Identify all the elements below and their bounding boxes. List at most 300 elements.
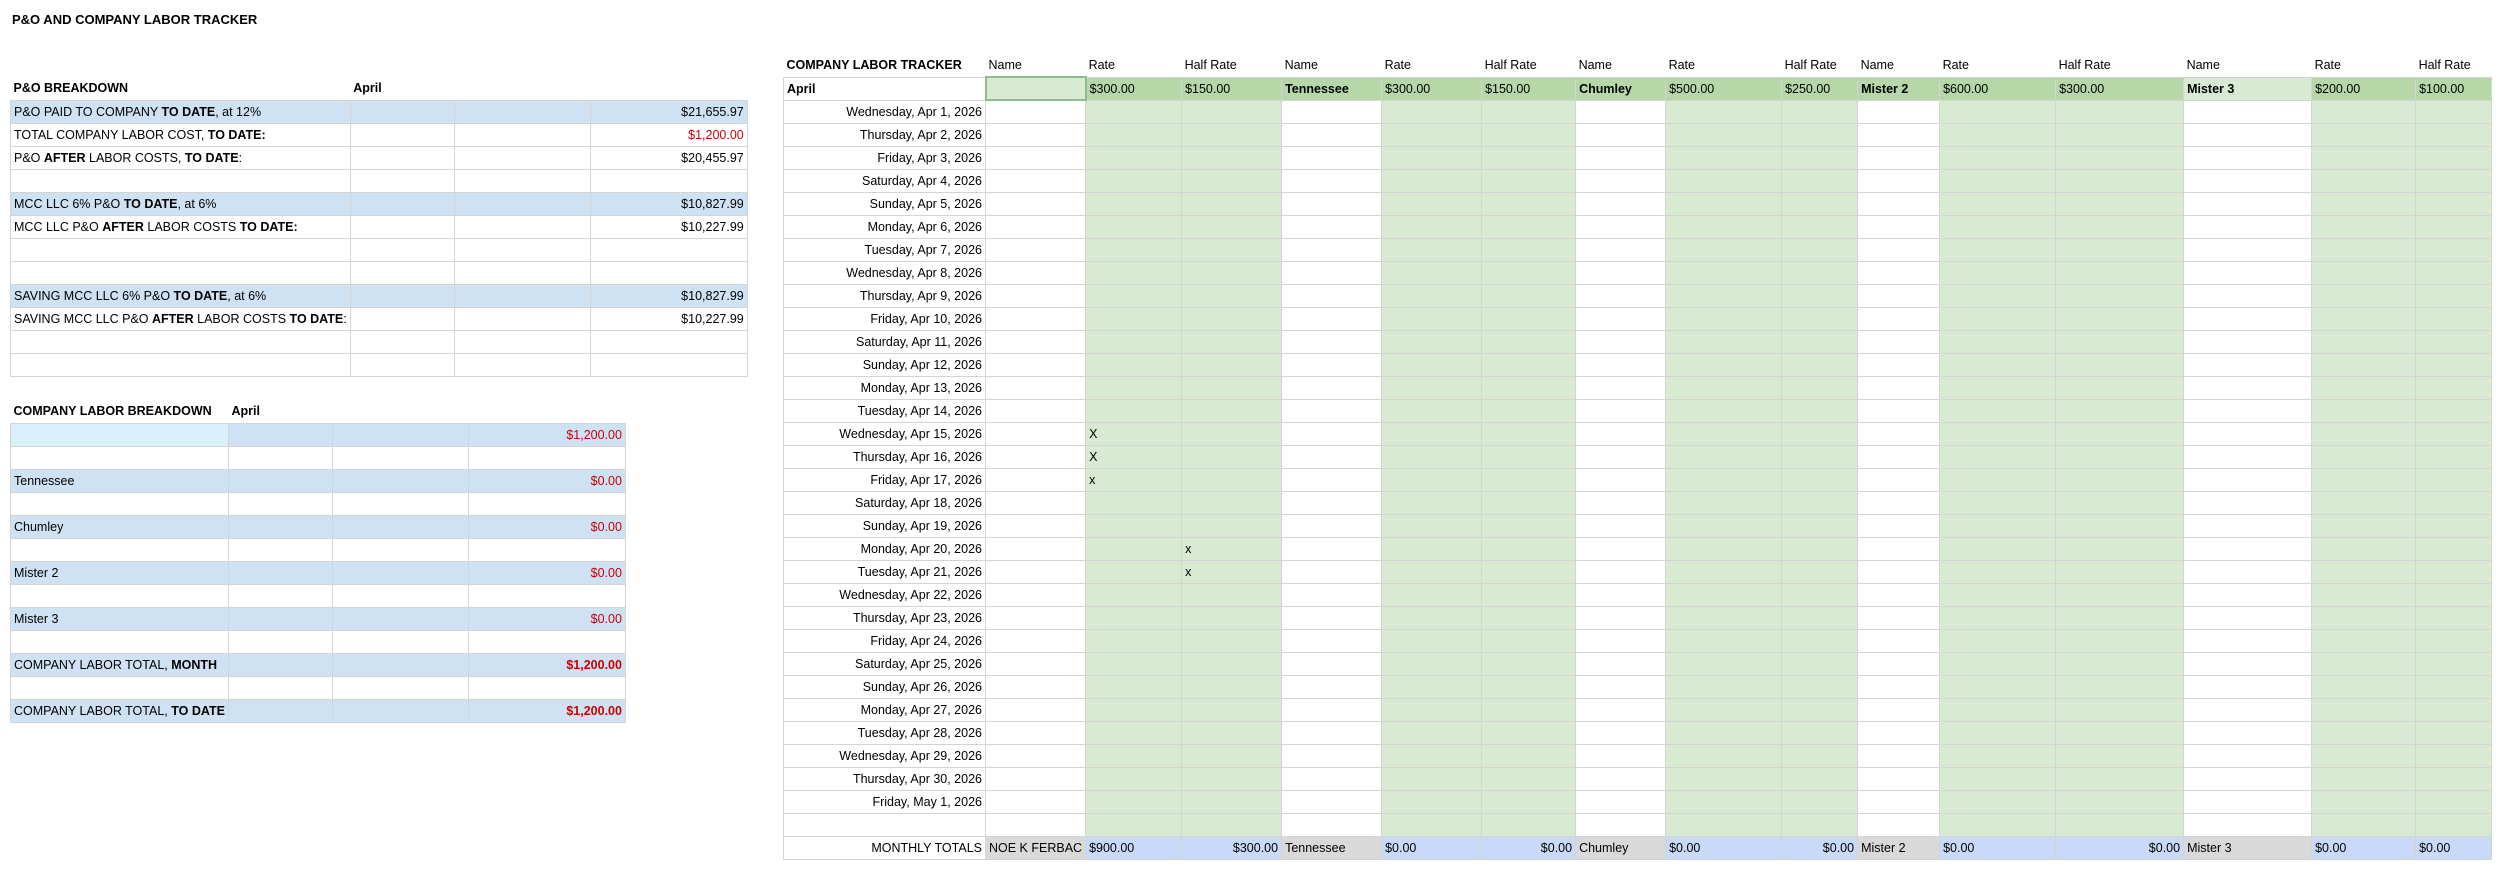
entry-cell[interactable] [1940,698,2056,721]
entry-cell[interactable]: x [1182,537,1282,560]
entry-cell[interactable] [2416,491,2492,514]
entry-cell[interactable] [1182,169,1282,192]
entry-cell[interactable] [2312,675,2416,698]
entry-cell[interactable] [1576,537,1666,560]
entry-cell[interactable] [1482,100,1576,123]
entry-cell[interactable] [1782,146,1858,169]
cell[interactable] [350,284,454,307]
entry-cell[interactable] [1282,445,1382,468]
labor-row-label[interactable] [11,653,229,676]
entry-cell[interactable] [1940,376,2056,399]
entry-cell[interactable] [986,629,1086,652]
po-row-value[interactable]: $20,455.97 [590,146,747,169]
entry-cell[interactable] [1940,790,2056,813]
entry-cell[interactable] [1576,330,1666,353]
entry-cell[interactable] [1666,100,1782,123]
entry-cell[interactable] [1086,353,1182,376]
total-rate-cell[interactable]: $900.00 [1086,836,1182,859]
cell[interactable] [454,169,590,192]
worker-name-cell[interactable] [986,77,1086,100]
entry-cell[interactable] [986,537,1086,560]
entry-cell[interactable] [1282,261,1382,284]
entry-cell[interactable] [2056,652,2184,675]
entry-cell[interactable] [1666,583,1782,606]
worker-half-rate-cell[interactable]: $150.00 [1482,77,1576,100]
entry-cell[interactable] [2312,698,2416,721]
worker-name-cell[interactable]: Mister 3 [2184,77,2312,100]
entry-cell[interactable] [1182,675,1282,698]
entry-cell[interactable] [2312,169,2416,192]
entry-cell[interactable] [986,284,1086,307]
cell[interactable] [228,676,332,699]
entry-cell[interactable] [1382,215,1482,238]
entry-cell[interactable] [1576,606,1666,629]
total-name-cell[interactable]: Chumley [1576,836,1666,859]
entry-cell[interactable] [986,330,1086,353]
entry-cell[interactable] [1940,560,2056,583]
entry-cell[interactable] [1576,146,1666,169]
entry-cell[interactable] [1666,284,1782,307]
entry-cell[interactable] [2056,629,2184,652]
cell[interactable] [350,192,454,215]
entry-cell[interactable] [2056,445,2184,468]
entry-cell[interactable] [1782,261,1858,284]
entry-cell[interactable] [1858,376,1940,399]
entry-cell[interactable] [1482,698,1576,721]
entry-cell[interactable] [986,606,1086,629]
entry-cell[interactable] [2184,422,2312,445]
labor-row-label[interactable] [11,584,229,607]
entry-cell[interactable] [1782,123,1858,146]
entry-cell[interactable] [2184,583,2312,606]
entry-cell[interactable] [1782,284,1858,307]
entry-cell[interactable] [1782,514,1858,537]
entry-cell[interactable] [1940,284,2056,307]
entry-cell[interactable] [2056,698,2184,721]
entry-cell[interactable] [2184,767,2312,790]
entry-cell[interactable] [1282,376,1382,399]
entry-cell[interactable] [1782,790,1858,813]
entry-cell[interactable] [1182,744,1282,767]
entry-cell[interactable] [1940,100,2056,123]
entry-cell[interactable] [1782,675,1858,698]
cell[interactable] [228,561,332,584]
entry-cell[interactable] [2416,537,2492,560]
entry-cell[interactable] [1482,445,1576,468]
entry-cell[interactable] [2416,445,2492,468]
entry-cell[interactable] [2056,146,2184,169]
labor-row-label[interactable] [11,676,229,699]
total-name-cell[interactable]: NOE K FERBAC [986,836,1086,859]
entry-cell[interactable] [2312,583,2416,606]
entry-cell[interactable] [1482,514,1576,537]
labor-row-label[interactable] [11,492,229,515]
labor-row-value[interactable] [468,538,625,561]
entry-cell[interactable] [1182,445,1282,468]
entry-cell[interactable] [1086,652,1182,675]
entry-cell[interactable] [1086,284,1182,307]
entry-cell[interactable] [2312,146,2416,169]
cell[interactable] [454,307,590,330]
cell[interactable] [332,630,468,653]
entry-cell[interactable] [1782,422,1858,445]
entry-cell[interactable] [1282,583,1382,606]
cell[interactable] [228,584,332,607]
entry-cell[interactable] [2312,422,2416,445]
entry-cell[interactable] [2312,238,2416,261]
entry-cell[interactable] [1782,606,1858,629]
entry-cell[interactable] [1666,606,1782,629]
cell[interactable] [228,607,332,630]
entry-cell[interactable] [2312,721,2416,744]
entry-cell[interactable] [2416,238,2492,261]
cell[interactable] [332,561,468,584]
labor-row-value[interactable]: $0.00 [468,607,625,630]
cell[interactable] [454,192,590,215]
po-row-value[interactable]: $10,227.99 [590,307,747,330]
entry-cell[interactable] [2056,376,2184,399]
entry-cell[interactable] [986,698,1086,721]
worker-rate-cell[interactable]: $500.00 [1666,77,1782,100]
total-half-rate-cell[interactable]: $0.00 [1482,836,1576,859]
entry-cell[interactable] [1858,629,1940,652]
entry-cell[interactable] [1940,491,2056,514]
cell[interactable] [228,538,332,561]
total-half-rate-cell[interactable]: $0.00 [2056,836,2184,859]
entry-cell[interactable] [1576,215,1666,238]
entry-cell[interactable] [2416,215,2492,238]
entry-cell[interactable] [2056,583,2184,606]
entry-cell[interactable] [2416,399,2492,422]
entry-cell[interactable] [1086,537,1182,560]
entry-cell[interactable] [1382,192,1482,215]
entry-cell[interactable] [1282,284,1382,307]
cell[interactable] [332,584,468,607]
entry-cell[interactable] [2312,813,2416,836]
entry-cell[interactable] [986,445,1086,468]
entry-cell[interactable] [1086,583,1182,606]
entry-cell[interactable] [2184,491,2312,514]
entry-cell[interactable] [1282,100,1382,123]
total-rate-cell[interactable]: $0.00 [1940,836,2056,859]
cell[interactable] [332,607,468,630]
entry-cell[interactable] [1382,767,1482,790]
entry-cell[interactable] [1382,376,1482,399]
entry-cell[interactable] [986,353,1086,376]
cell[interactable] [228,515,332,538]
labor-row-value[interactable]: $1,200.00 [468,653,625,676]
entry-cell[interactable] [1182,422,1282,445]
entry-cell[interactable] [1666,491,1782,514]
entry-cell[interactable] [1482,813,1576,836]
entry-cell[interactable] [2312,215,2416,238]
entry-cell[interactable] [986,376,1086,399]
entry-cell[interactable] [1086,146,1182,169]
entry-cell[interactable] [1086,629,1182,652]
entry-cell[interactable] [1666,399,1782,422]
entry-cell[interactable] [1782,353,1858,376]
entry-cell[interactable] [1382,813,1482,836]
entry-cell[interactable] [986,169,1086,192]
entry-cell[interactable]: X [1086,445,1182,468]
labor-row-value[interactable] [468,446,625,469]
entry-cell[interactable] [2416,192,2492,215]
entry-cell[interactable] [2184,123,2312,146]
entry-cell[interactable] [1940,721,2056,744]
labor-row-label[interactable] [11,607,229,630]
entry-cell[interactable] [2056,169,2184,192]
total-name-cell[interactable]: Mister 3 [2184,836,2312,859]
entry-cell[interactable] [1382,238,1482,261]
entry-cell[interactable] [1858,399,1940,422]
entry-cell[interactable] [1576,721,1666,744]
entry-cell[interactable] [2184,744,2312,767]
po-row-label[interactable] [11,238,351,261]
entry-cell[interactable] [1782,721,1858,744]
entry-cell[interactable] [2184,560,2312,583]
entry-cell[interactable] [1782,698,1858,721]
entry-cell[interactable] [1182,790,1282,813]
entry-cell[interactable] [1282,698,1382,721]
entry-cell[interactable] [1782,192,1858,215]
entry-cell[interactable] [1282,560,1382,583]
labor-row-value[interactable]: $1,200.00 [468,699,625,722]
entry-cell[interactable] [1940,675,2056,698]
entry-cell[interactable] [1858,422,1940,445]
entry-cell[interactable] [1782,376,1858,399]
entry-cell[interactable]: x [1086,468,1182,491]
labor-row-value[interactable] [468,584,625,607]
entry-cell[interactable] [2056,399,2184,422]
entry-cell[interactable] [1858,445,1940,468]
entry-cell[interactable] [2416,284,2492,307]
entry-cell[interactable] [2056,721,2184,744]
entry-cell[interactable] [986,307,1086,330]
labor-row-value[interactable] [468,676,625,699]
entry-cell[interactable] [1666,261,1782,284]
entry-cell[interactable] [1576,238,1666,261]
entry-cell[interactable] [2056,353,2184,376]
entry-cell[interactable] [2312,307,2416,330]
entry-cell[interactable] [2056,422,2184,445]
entry-cell[interactable] [1482,307,1576,330]
po-row-label[interactable] [11,192,351,215]
entry-cell[interactable] [1382,514,1482,537]
po-row-label[interactable] [11,307,351,330]
entry-cell[interactable] [1940,261,2056,284]
entry-cell[interactable] [2312,353,2416,376]
entry-cell[interactable] [1482,192,1576,215]
entry-cell[interactable] [1482,468,1576,491]
entry-cell[interactable] [2056,123,2184,146]
entry-cell[interactable] [1576,675,1666,698]
worker-half-rate-cell[interactable]: $100.00 [2416,77,2492,100]
entry-cell[interactable] [1382,100,1482,123]
entry-cell[interactable] [2416,468,2492,491]
entry-cell[interactable] [2312,445,2416,468]
entry-cell[interactable] [2056,100,2184,123]
cell[interactable] [332,699,468,722]
entry-cell[interactable] [1282,330,1382,353]
entry-cell[interactable] [1782,215,1858,238]
entry-cell[interactable] [1940,399,2056,422]
entry-cell[interactable] [2312,767,2416,790]
entry-cell[interactable] [1576,169,1666,192]
entry-cell[interactable] [1666,767,1782,790]
entry-cell[interactable] [2184,652,2312,675]
entry-cell[interactable] [1382,307,1482,330]
entry-cell[interactable] [1666,560,1782,583]
cell[interactable] [454,330,590,353]
entry-cell[interactable] [1086,215,1182,238]
cell[interactable] [228,653,332,676]
po-row-label[interactable] [11,100,351,123]
entry-cell[interactable] [1858,698,1940,721]
entry-cell[interactable] [1382,261,1482,284]
entry-cell[interactable] [2416,330,2492,353]
entry-cell[interactable] [1940,169,2056,192]
entry-cell[interactable] [1666,307,1782,330]
entry-cell[interactable] [2312,514,2416,537]
entry-cell[interactable] [2184,790,2312,813]
po-row-label[interactable] [11,123,351,146]
worker-name-cell[interactable]: Tennessee [1282,77,1382,100]
entry-cell[interactable] [986,652,1086,675]
entry-cell[interactable] [2416,307,2492,330]
entry-cell[interactable] [1282,629,1382,652]
entry-cell[interactable] [2416,767,2492,790]
po-row-label[interactable] [11,146,351,169]
entry-cell[interactable] [1482,675,1576,698]
cell[interactable] [228,446,332,469]
entry-cell[interactable] [2184,606,2312,629]
entry-cell[interactable] [1576,353,1666,376]
entry-cell[interactable] [1782,307,1858,330]
total-name-cell[interactable]: Mister 2 [1858,836,1940,859]
entry-cell[interactable] [1666,146,1782,169]
entry-cell[interactable] [986,399,1086,422]
entry-cell[interactable] [2416,514,2492,537]
entry-cell[interactable] [1482,146,1576,169]
entry-cell[interactable] [986,675,1086,698]
entry-cell[interactable] [1182,146,1282,169]
entry-cell[interactable] [1666,422,1782,445]
entry-cell[interactable] [1182,652,1282,675]
cell[interactable] [350,238,454,261]
entry-cell[interactable] [1382,445,1482,468]
labor-row-value[interactable]: $0.00 [468,515,625,538]
entry-cell[interactable] [1576,422,1666,445]
po-row-value[interactable] [590,330,747,353]
entry-cell[interactable] [1940,307,2056,330]
entry-cell[interactable] [1482,422,1576,445]
entry-cell[interactable] [1182,399,1282,422]
entry-cell[interactable] [1382,675,1482,698]
entry-cell[interactable] [1382,583,1482,606]
total-rate-cell[interactable]: $0.00 [2312,836,2416,859]
labor-row-value[interactable] [468,492,625,515]
entry-cell[interactable] [1282,767,1382,790]
entry-cell[interactable] [2416,146,2492,169]
labor-row-label[interactable] [11,630,229,653]
entry-cell[interactable] [1940,629,2056,652]
entry-cell[interactable] [1858,468,1940,491]
worker-half-rate-cell[interactable]: $300.00 [2056,77,2184,100]
entry-cell[interactable] [1086,169,1182,192]
entry-cell[interactable] [1858,215,1940,238]
entry-cell[interactable] [1576,652,1666,675]
entry-cell[interactable] [1482,123,1576,146]
entry-cell[interactable] [1086,767,1182,790]
entry-cell[interactable] [1940,813,2056,836]
entry-cell[interactable] [2312,744,2416,767]
entry-cell[interactable] [2312,330,2416,353]
worker-half-rate-cell[interactable]: $250.00 [1782,77,1858,100]
entry-cell[interactable] [1858,353,1940,376]
po-row-value[interactable] [590,353,747,376]
entry-cell[interactable] [1666,376,1782,399]
entry-cell[interactable] [2056,330,2184,353]
entry-cell[interactable] [1576,744,1666,767]
entry-cell[interactable] [1382,353,1482,376]
po-row-value[interactable]: $10,827.99 [590,284,747,307]
entry-cell[interactable] [2416,261,2492,284]
entry-cell[interactable] [1282,169,1382,192]
po-row-label[interactable] [11,330,351,353]
entry-cell[interactable] [2056,767,2184,790]
entry-cell[interactable] [2184,514,2312,537]
entry-cell[interactable] [1182,215,1282,238]
entry-cell[interactable] [986,491,1086,514]
entry-cell[interactable] [1382,744,1482,767]
cell[interactable] [332,653,468,676]
entry-cell[interactable] [1666,790,1782,813]
entry-cell[interactable] [2056,813,2184,836]
entry-cell[interactable] [2312,284,2416,307]
entry-cell[interactable] [986,261,1086,284]
entry-cell[interactable] [1282,606,1382,629]
cell[interactable] [350,169,454,192]
entry-cell[interactable] [1282,422,1382,445]
entry-cell[interactable] [2056,491,2184,514]
entry-cell[interactable] [1482,560,1576,583]
entry-cell[interactable] [2056,606,2184,629]
entry-cell[interactable] [986,146,1086,169]
cell[interactable] [350,123,454,146]
entry-cell[interactable] [986,468,1086,491]
entry-cell[interactable] [2416,606,2492,629]
entry-cell[interactable] [1576,813,1666,836]
entry-cell[interactable] [1482,169,1576,192]
entry-cell[interactable] [1940,215,2056,238]
entry-cell[interactable] [1858,675,1940,698]
entry-cell[interactable] [1482,284,1576,307]
entry-cell[interactable]: X [1086,422,1182,445]
entry-cell[interactable] [1382,606,1482,629]
cell[interactable] [350,215,454,238]
entry-cell[interactable] [1858,583,1940,606]
entry-cell[interactable] [1182,330,1282,353]
entry-cell[interactable] [1182,813,1282,836]
entry-cell[interactable] [2056,192,2184,215]
entry-cell[interactable] [1666,169,1782,192]
entry-cell[interactable] [1382,537,1482,560]
entry-cell[interactable] [1576,698,1666,721]
labor-row-value[interactable]: $0.00 [468,561,625,584]
entry-cell[interactable] [1858,100,1940,123]
entry-cell[interactable] [2416,629,2492,652]
entry-cell[interactable] [1482,652,1576,675]
